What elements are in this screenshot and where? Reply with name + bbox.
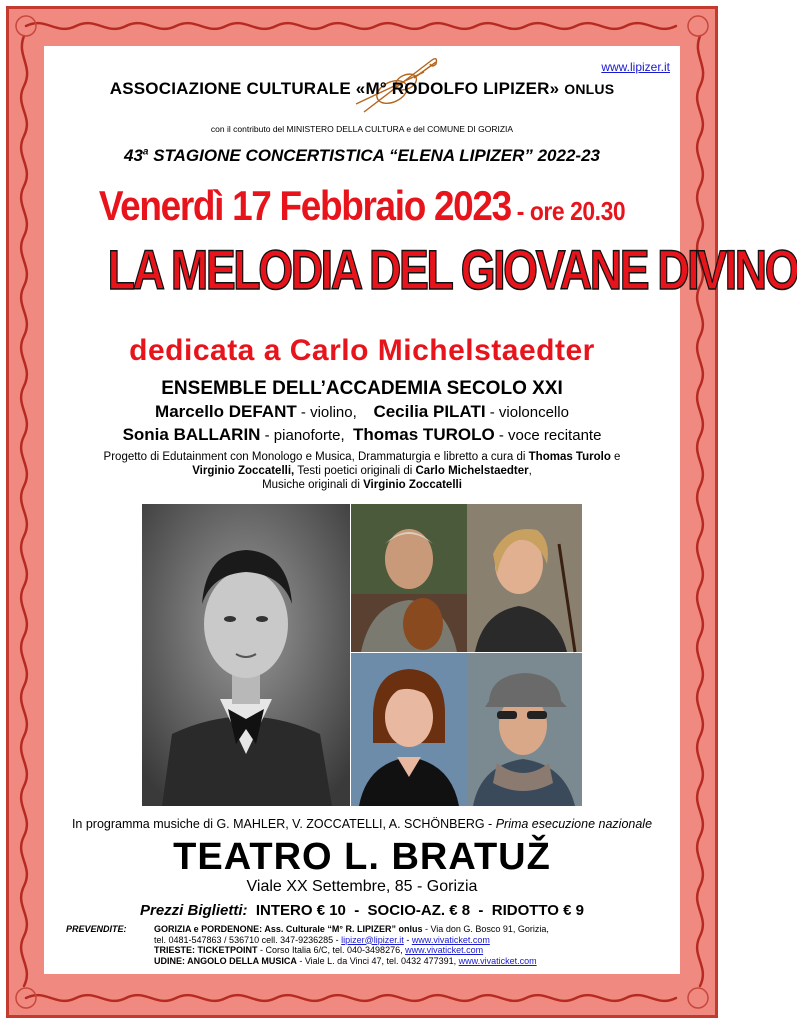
- vivaticket-link[interactable]: www.vivaticket.com: [405, 945, 484, 955]
- violinist-photo: [351, 504, 467, 652]
- contribution-note: con il contributo del MINISTERO DELLA CULTURA e del COMUNE DI GORIZIA: [210, 124, 514, 134]
- website-link[interactable]: www.lipizer.it: [601, 60, 670, 74]
- cellist-photo: [467, 504, 582, 652]
- season-title: 43$^a$ STAGIONE CONCERTISTICA “ELENA LIPIZER” 2022-23: [123, 146, 600, 165]
- venue-address: Viale XX Settembre, 85 - Gorizia: [246, 878, 478, 895]
- performers-line-2: Sonia BALLARIN - pianoforte, Thomas TUROLO - voce recitante: [122, 425, 602, 444]
- project-description: Progetto di Edutainment con Monologo e Musica, Drammaturgia e libretto a cura di Thomas Turolo e Virginio Zoccatelli, Testi poetici originali di Carlo Michelstaedter, Musiche originali di Virginio Zoccatelli: [103, 451, 621, 491]
- presale-details: GORIZIA e PORDENONE: Ass. Culturale “M° R. LIPIZER” onlus - Via don G. Bosco 91, Gorizia, tel. 0481-547863 / 536710 cell. 347-9236285 - lipizer@lipizer.it - www.vivaticket.com TRIESTE: TICKETPOINT - Corso Italia 6/C, tel. 040-3498276, www.vivaticket.com UDINE: ANGOLO DELLA MUSICA - Viale L. da Vinci 47, tel. 0432 477391, www.vivaticket.com: [154, 924, 549, 966]
- event-dedication: dedicata a Carlo Michelstaedter: [129, 334, 595, 367]
- event-title: LA MELODIA DEL GIOVANE DIVINO: [107, 238, 797, 301]
- program-note: In programma musiche di G. MAHLER, V. ZOCCATELLI, A. SCHÖNBERG - Prima esecuzione nazionale: [71, 817, 653, 831]
- event-date: Venerdì 17 Febbraio 2023 - ore 20.30: [98, 182, 626, 229]
- pianist-photo: [351, 653, 467, 806]
- venue-name: TEATRO L. BRATUŽ: [173, 836, 551, 878]
- narrator-photo: [467, 653, 582, 806]
- presale-label: PREVENDITE:: [66, 924, 127, 934]
- poster-content: [44, 46, 797, 974]
- vivaticket-link[interactable]: www.vivaticket.com: [458, 955, 537, 966]
- association-name: ASSOCIAZIONE CULTURALE «M° RODOLFO LIPIZER» ONLUS: [109, 79, 615, 98]
- ticket-prices: Prezzi Biglietti: INTERO € 10 - SOCIO-AZ. € 8 - RIDOTTO € 9: [140, 902, 584, 919]
- vivaticket-link[interactable]: www.vivaticket.com: [411, 934, 490, 945]
- email-link[interactable]: lipizer@lipizer.it: [341, 934, 404, 945]
- performers-line-1: Marcello DEFANT - violino, Cecilia PILATI - violoncello: [155, 402, 569, 421]
- michelstaedter-portrait-photo: [142, 504, 350, 806]
- ensemble-name: ENSEMBLE DELL’ACCADEMIA SECOLO XXI: [161, 378, 563, 399]
